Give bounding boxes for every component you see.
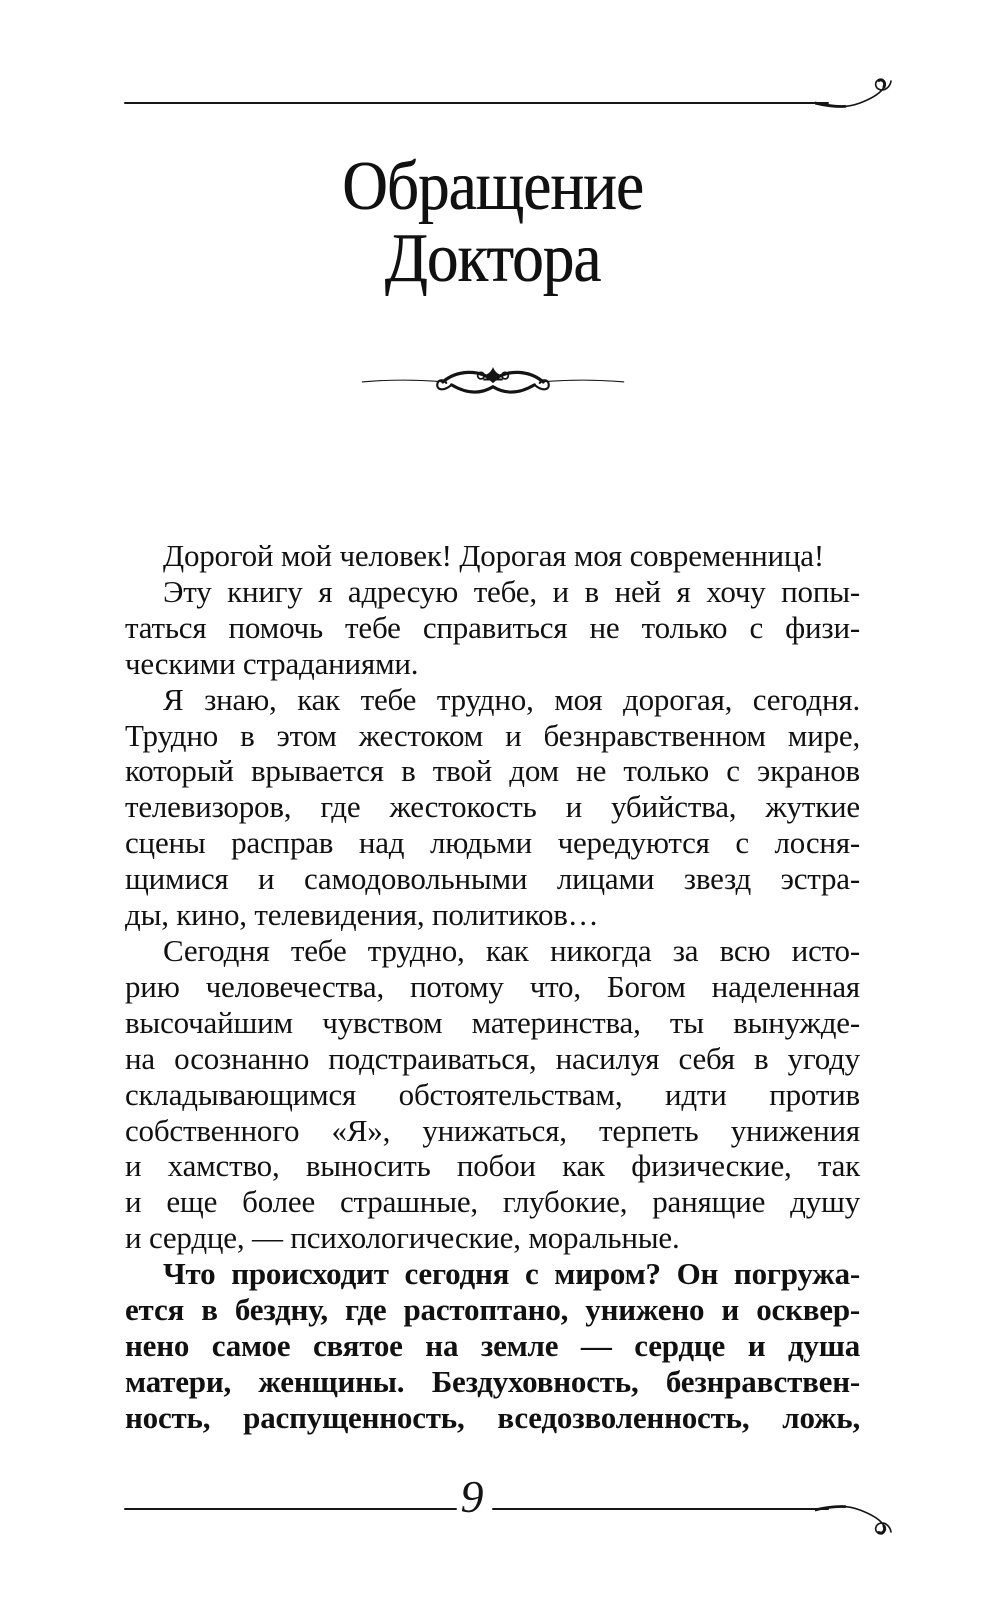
text-line: щимися и самодовольными лицами звезд эстра- (125, 861, 860, 897)
chapter-title-line-1: Обращение (342, 148, 643, 225)
chapter-title (162, 148, 824, 297)
page-number: 9 (460, 1471, 484, 1522)
text-line: Я знаю, как тебе трудно, моя дорогая, сегодня. (163, 681, 860, 717)
text-line: собственного «Я», унижаться, терпеть унижения (125, 1112, 860, 1148)
text-line: Сегодня тебе трудно, как никогда за всю исто- (163, 932, 860, 968)
body-text (125, 538, 860, 1436)
paragraph (125, 933, 860, 1256)
paragraph (125, 538, 860, 574)
text-line: ды, кино, телевидения, политиков… (125, 897, 599, 933)
text-line: сцены расправ над людьми чередуются с лосня- (125, 825, 860, 861)
text-line: Что происходит сегодня с миром? Он погружа- (163, 1256, 860, 1292)
text-line: и сердце, — психологические, моральные. (125, 1220, 680, 1256)
text-line: телевизоров, где жестокость и убийства, жуткие (125, 789, 860, 825)
text-line: нено самое святое на земле — сердце и душа (125, 1327, 860, 1363)
footer-rule-left (124, 1508, 457, 1511)
text-line: ется в бездну, где растоптано, унижено и осквер- (125, 1292, 860, 1328)
divider-ornament (125, 356, 860, 409)
text-line: складывающимся обстоятельствам, идти против (125, 1076, 860, 1112)
paragraph (125, 682, 860, 933)
header-rule (124, 70, 905, 120)
scroll-divider-icon (358, 356, 628, 404)
paragraph (125, 574, 860, 682)
flourish-curl-icon (815, 70, 905, 120)
header-rule-line (124, 102, 829, 105)
text-line: Эту книгу я адресую тебе, и в ней я хочу попы- (163, 573, 860, 609)
footer-rule-right (492, 1508, 829, 1511)
text-line: таться помочь тебе справиться не только с физи- (125, 609, 860, 645)
text-line: который врывается в твой дом не только с экранов (125, 753, 860, 789)
text-line: и хамство, выносить побои как физические, так (125, 1148, 860, 1184)
text-line: высочайшим чувством материнства, ты вынужде- (125, 1004, 860, 1040)
text-line: ческими страданиями. (125, 645, 419, 681)
paragraph (125, 1256, 860, 1436)
text-line: Дорогой мой человек! Дорогая моя современница! (163, 538, 824, 573)
text-line: рию человечества, потому что, Богом наделенная (125, 968, 860, 1004)
text-line: Трудно в этом жестоком и безнравственном мире, (125, 717, 860, 753)
text-line: и еще более страшные, глубокие, ранящие душу (125, 1184, 860, 1220)
flourish-curl-icon (815, 1493, 905, 1543)
text-line: на осознанно подстраиваться, насилуя себя в угоду (125, 1040, 860, 1076)
page-footer (124, 1471, 905, 1534)
text-line: матери, женщины. Бездуховность, безнравствен- (125, 1363, 860, 1399)
chapter-title-line-2: Доктора (384, 220, 601, 297)
text-line: ность, распущенность, вседозволенность, ложь, (125, 1399, 860, 1435)
